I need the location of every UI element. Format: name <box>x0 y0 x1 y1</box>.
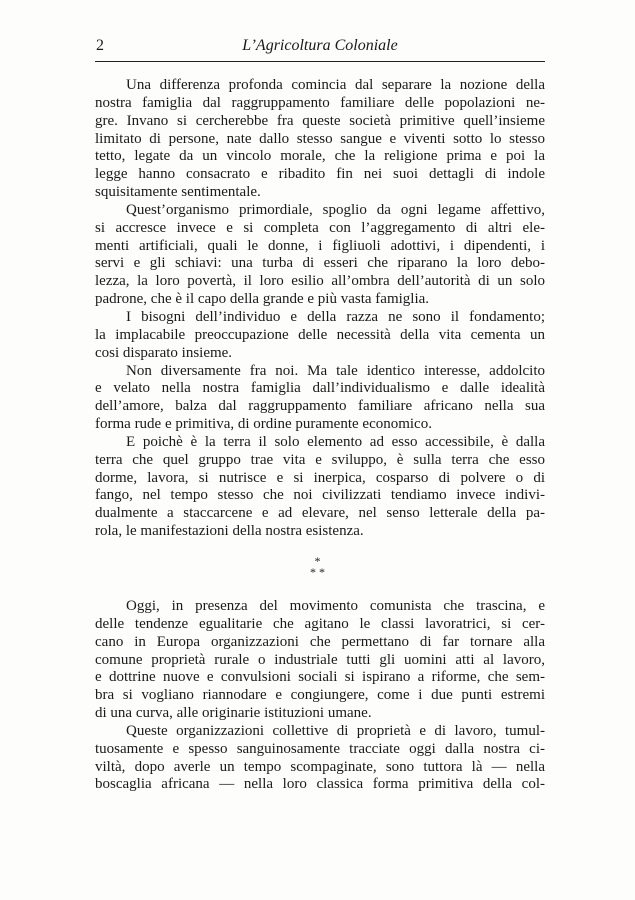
text-line: cano in Europa organizzazioni che permettano di far tornare alla <box>95 633 545 650</box>
text-line: dualmente a staccarcene e ad elevare, nel senso letterale della pa- <box>95 505 545 522</box>
text-line: gre. Invano si cercherebbe fra queste società primitive quell’insieme <box>95 112 545 129</box>
text-line: servi e gli schiavi: una turba di esseri che riparano la loro debo- <box>95 255 545 272</box>
text-line: e velato nella nostra famiglia dall’individualismo e dalle idealità <box>95 380 545 397</box>
text-line: terra che quel gruppo trae vita e sviluppo, è sulla terra che esso <box>95 451 545 468</box>
paragraph <box>95 363 545 434</box>
text-line: E poichè è la terra il solo elemento ad esso accessibile, è dalla <box>126 433 545 450</box>
text-line: boscaglia africana — nella loro classica forma primitiva della col- <box>95 776 545 793</box>
asterism-divider <box>0 556 635 578</box>
text-line: bra si vogliano riannodare e congiungere, come i due punti estremi <box>95 687 545 704</box>
text-line: Queste organizzazioni collettive di proprietà e di lavoro, tumul- <box>126 722 545 739</box>
text-line: nostra famiglia dal raggruppamento familiare delle popolazioni ne- <box>95 94 545 111</box>
paragraph <box>95 598 545 723</box>
asterism-top: * <box>314 554 321 568</box>
text-line: viltà, dopo averle un tempo scompaginate, sono tuttora là — nella <box>95 758 545 775</box>
paragraph <box>95 723 545 794</box>
text-line: cosi disparato insieme. <box>95 344 233 361</box>
paragraph <box>95 309 545 363</box>
text-line: lezza, la loro povertà, il loro esilio all’ombra dell’autorità di un solo <box>95 273 545 290</box>
text-line: menti artificiali, quali le donne, i figliuoli adottivi, i dipendenti, i <box>95 237 545 254</box>
text-line: dell’amore, balza dal raggruppamento familiare africano nella sua <box>95 398 545 415</box>
text-line: si accresce invece e si completa con l’aggregamento di altri ele- <box>95 219 545 236</box>
paragraph <box>95 434 545 541</box>
text-line: legge hanno consacrato e ribadito fin nei suoi dettagli di indole <box>95 166 545 183</box>
text-line: squisitamente sentimentale. <box>95 184 261 201</box>
text-line: la implacabile preoccupazione delle necessità della vita cementa un <box>95 326 545 343</box>
text-line: Oggi, in presenza del movimento comunista che trascina, e <box>126 598 545 614</box>
section-1 <box>95 77 545 541</box>
header-rule <box>95 61 545 62</box>
text-line: Non diversamente fra noi. Ma tale identico interesse, addolcito <box>126 362 545 379</box>
paragraph <box>95 77 545 202</box>
text-line: padrone, che è il capo della grande e più vasta famiglia. <box>95 291 430 308</box>
text-line: rola, le manifestazioni della nostra esistenza. <box>95 523 364 540</box>
paragraph <box>95 202 545 309</box>
text-line: tuosamente e spesso sanguinosamente tracciate oggi dalla nostra ci- <box>95 740 545 757</box>
text-line: di una curva, alle originarie istituzioni umane. <box>95 705 372 722</box>
text-line: Una differenza profonda comincia dal separare la nozione della <box>126 77 545 93</box>
page-number: 2 <box>96 37 104 54</box>
text-line: delle tendenze egualitarie che agitano le classi lavoratrici, si cer- <box>95 615 545 632</box>
running-title: L’Agricoltura Coloniale <box>242 37 398 54</box>
text-line: limitato di persone, nate dallo stesso sangue e viventi sotto lo stesso <box>95 130 545 147</box>
text-line: Quest’organismo primordiale, spoglio da ogni legame affettivo, <box>126 201 545 218</box>
text-line: e dottrine nuove e convulsioni sociali si ispirano a riforme, che sem- <box>95 669 545 686</box>
text-line: I bisogni dell’individuo e della razza ne sono il fondamento; <box>126 308 545 325</box>
text-line: tetto, legate da un vincolo morale, che la religione prima e poi la <box>95 148 545 165</box>
text-line: fango, nel tempo stesso che noi civilizzati tendiamo invece indivi- <box>95 487 545 504</box>
asterism-bottom: * * <box>310 565 325 579</box>
text-line: dorme, lavora, si nutrisce e si inerpica, cosparso di polvere o di <box>95 469 545 486</box>
text-line: comune proprietà rurale o industriale tutti gli uomini atti al lavoro, <box>95 651 545 668</box>
text-line: forma rude e primitiva, di ordine puramente economico. <box>95 416 432 433</box>
section-2 <box>95 598 545 794</box>
